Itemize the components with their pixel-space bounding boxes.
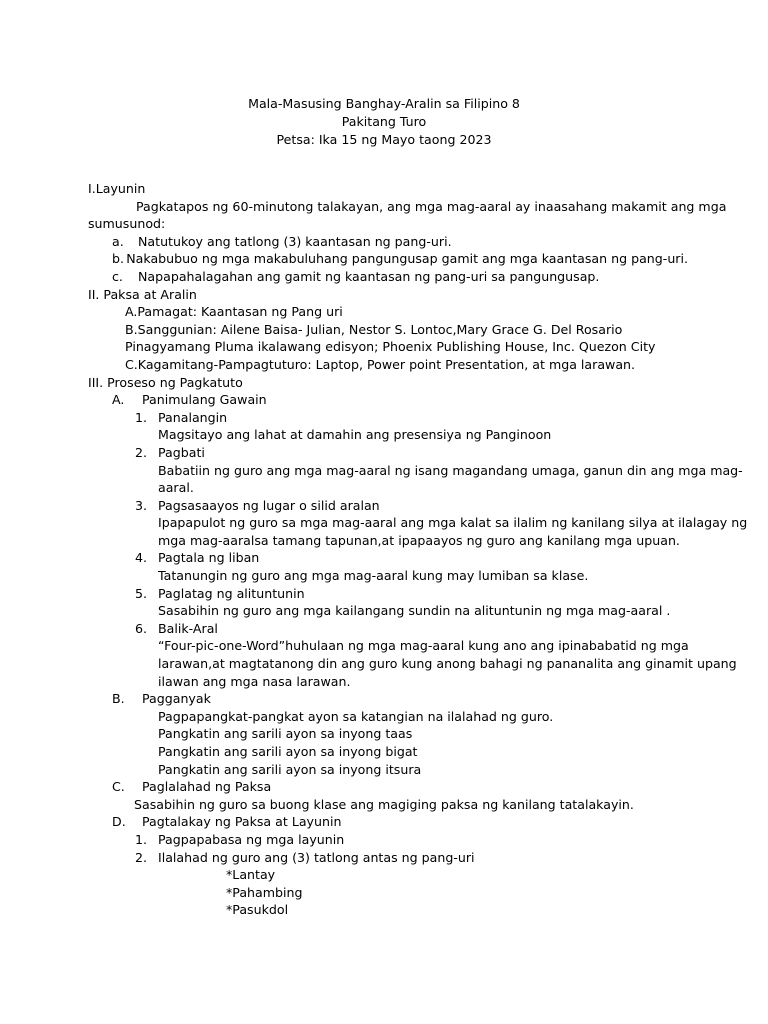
numbered-item: [88, 497, 688, 515]
item-marker: 2.: [135, 444, 148, 460]
document-title: Mala-Masusing Banghay-Aralin sa Filipino 8: [248, 96, 520, 111]
item-text: Pangkatin ang sarili ayon sa inyong taas: [158, 726, 413, 742]
list-item-text: Napapahalagahan ang gamit ng kaantasan ng pang-uri sa pangungusap.: [138, 268, 600, 284]
item-text: Pagpapangkat-pangkat ayon sa katangian na ilalahad ng guro.: [158, 708, 554, 724]
antas-item: *Pahambing: [226, 884, 303, 900]
subsection-label: Panimulang Gawain: [142, 392, 267, 408]
numbered-item: [88, 409, 688, 427]
item-label: Paglatag ng alituntunin: [158, 585, 305, 601]
item-text: Pangkatin ang sarili ayon sa inyong itsura: [158, 761, 422, 777]
section-heading-paksa: II. Paksa at Aralin: [88, 286, 197, 302]
document-header: [0, 95, 768, 149]
item-label: Pagbati: [158, 444, 205, 460]
subsection-heading: [88, 690, 688, 708]
paksa-kagamitan: C.Kagamitang-Pampagtuturo: Laptop, Power point Presentation, at mga larawan.: [125, 356, 636, 372]
document-subtitle: Pakitang Turo: [341, 114, 427, 129]
layunin-intro: Pagkatapos ng 60-minutong talakayan, ang mga mag-aaral ay inaasahang makamit ang mga: [136, 198, 727, 214]
subsection-marker: A.: [112, 392, 125, 408]
item-marker: 1.: [135, 831, 148, 847]
item-text: Magsitayo ang lahat at damahin ang presensiya ng Panginoon: [158, 427, 552, 443]
numbered-item: [88, 831, 688, 849]
list-item: [88, 233, 688, 251]
item-text: larawan,at magtatanong din ang guro kung anong bahagi ng pananalita ang ginamit upang: [158, 656, 737, 672]
subsection-label: Pagganyak: [142, 691, 211, 707]
item-label: Balik-Aral: [158, 620, 218, 636]
document-date: Petsa: Ika 15 ng Mayo taong 2023: [276, 132, 492, 147]
item-text: Ilalahad ng guro ang (3) tatlong antas ng pang-uri: [158, 849, 475, 865]
subsection-heading: [88, 391, 688, 409]
paksa-sanggunian-cont: Pinagyamang Pluma ikalawang edisyon; Phoenix Publishing House, Inc. Quezon City: [125, 339, 656, 355]
section-heading-layunin: I.Layunin: [88, 181, 146, 196]
subsection-marker: B.: [112, 691, 125, 707]
subsection-marker: D.: [112, 814, 126, 830]
item-text: Pagpapabasa ng mga layunin: [158, 831, 345, 847]
item-text: “Four-pic-one-Word”huhulaan ng mga mag-aaral kung ano ang ipinababatid ng mga: [158, 638, 689, 654]
layunin-intro-cont: sumusunod:: [88, 216, 166, 232]
numbered-item: [88, 549, 688, 567]
list-item: [88, 268, 688, 286]
list-marker: c.: [112, 268, 123, 284]
item-text: aaral.: [158, 480, 194, 496]
item-marker: 1.: [135, 409, 148, 425]
item-text: mga mag-aaralsa tamang tapunan,at ipapaayos ng guro ang kanilang mga upuan.: [158, 532, 680, 548]
subsection-marker: C.: [112, 779, 125, 795]
document-body: [88, 180, 748, 919]
item-text: Sasabihin ng guro ang mga kailangang sundin na alituntunin ng mga mag-aaral .: [158, 603, 671, 619]
numbered-item: [88, 620, 688, 638]
list-item-text: Natutukoy ang tatlong (3) kaantasan ng pang-uri.: [138, 233, 452, 249]
numbered-item: [88, 585, 688, 603]
list-marker: b.: [112, 251, 124, 267]
antas-item: *Lantay: [226, 867, 276, 883]
item-text: Babatiin ng guro ang mga mag-aaral ng isang magandang umaga, ganun din ang mga mag-: [158, 462, 743, 478]
item-text: Pangkatin ang sarili ayon sa inyong bigat: [158, 744, 418, 759]
numbered-item: [88, 849, 688, 867]
paksa-pamagat: A.Pamagat: Kaantasan ng Pang uri: [125, 304, 343, 320]
subsection-heading: [88, 778, 688, 796]
subsection-label: Paglalahad ng Paksa: [142, 779, 272, 795]
item-text: Sasabihin ng guro sa buong klase ang magiging paksa ng kanilang tatalakayin.: [134, 796, 634, 812]
item-label: Panalangin: [158, 409, 228, 425]
list-item-text: Nakabubuo ng mga makabuluhang pangungusap gamit ang mga kaantasan ng pang-uri.: [126, 251, 688, 267]
paksa-sanggunian: B.Sanggunian: Ailene Baisa- Julian, Nestor S. Lontoc,Mary Grace G. Del Rosario: [125, 321, 623, 337]
item-text: Tatanungin ng guro ang mga mag-aaral kung may lumiban sa klase.: [158, 568, 589, 584]
item-marker: 2.: [135, 849, 148, 865]
section-heading-proseso: III. Proseso ng Pagkatuto: [88, 374, 243, 390]
item-marker: 4.: [135, 550, 148, 566]
list-marker: a.: [112, 233, 124, 249]
item-text: ilawan ang mga nasa larawan.: [158, 673, 351, 689]
list-item: [88, 250, 688, 268]
item-marker: 6.: [135, 620, 148, 636]
subsection-label: Pagtalakay ng Paksa at Layunin: [142, 814, 342, 830]
item-label: Pagtala ng liban: [158, 550, 260, 566]
item-marker: 5.: [135, 585, 148, 601]
subsection-heading: [88, 813, 688, 831]
item-marker: 3.: [135, 497, 148, 513]
antas-item: *Pasukdol: [226, 902, 289, 918]
item-text: Ipapapulot ng guro sa mga mag-aaral ang mga kalat sa ilalim ng kanilang silya at ilalagay ng: [158, 515, 748, 531]
item-label: Pagsasaayos ng lugar o silid aralan: [158, 497, 380, 513]
numbered-item: [88, 444, 688, 462]
